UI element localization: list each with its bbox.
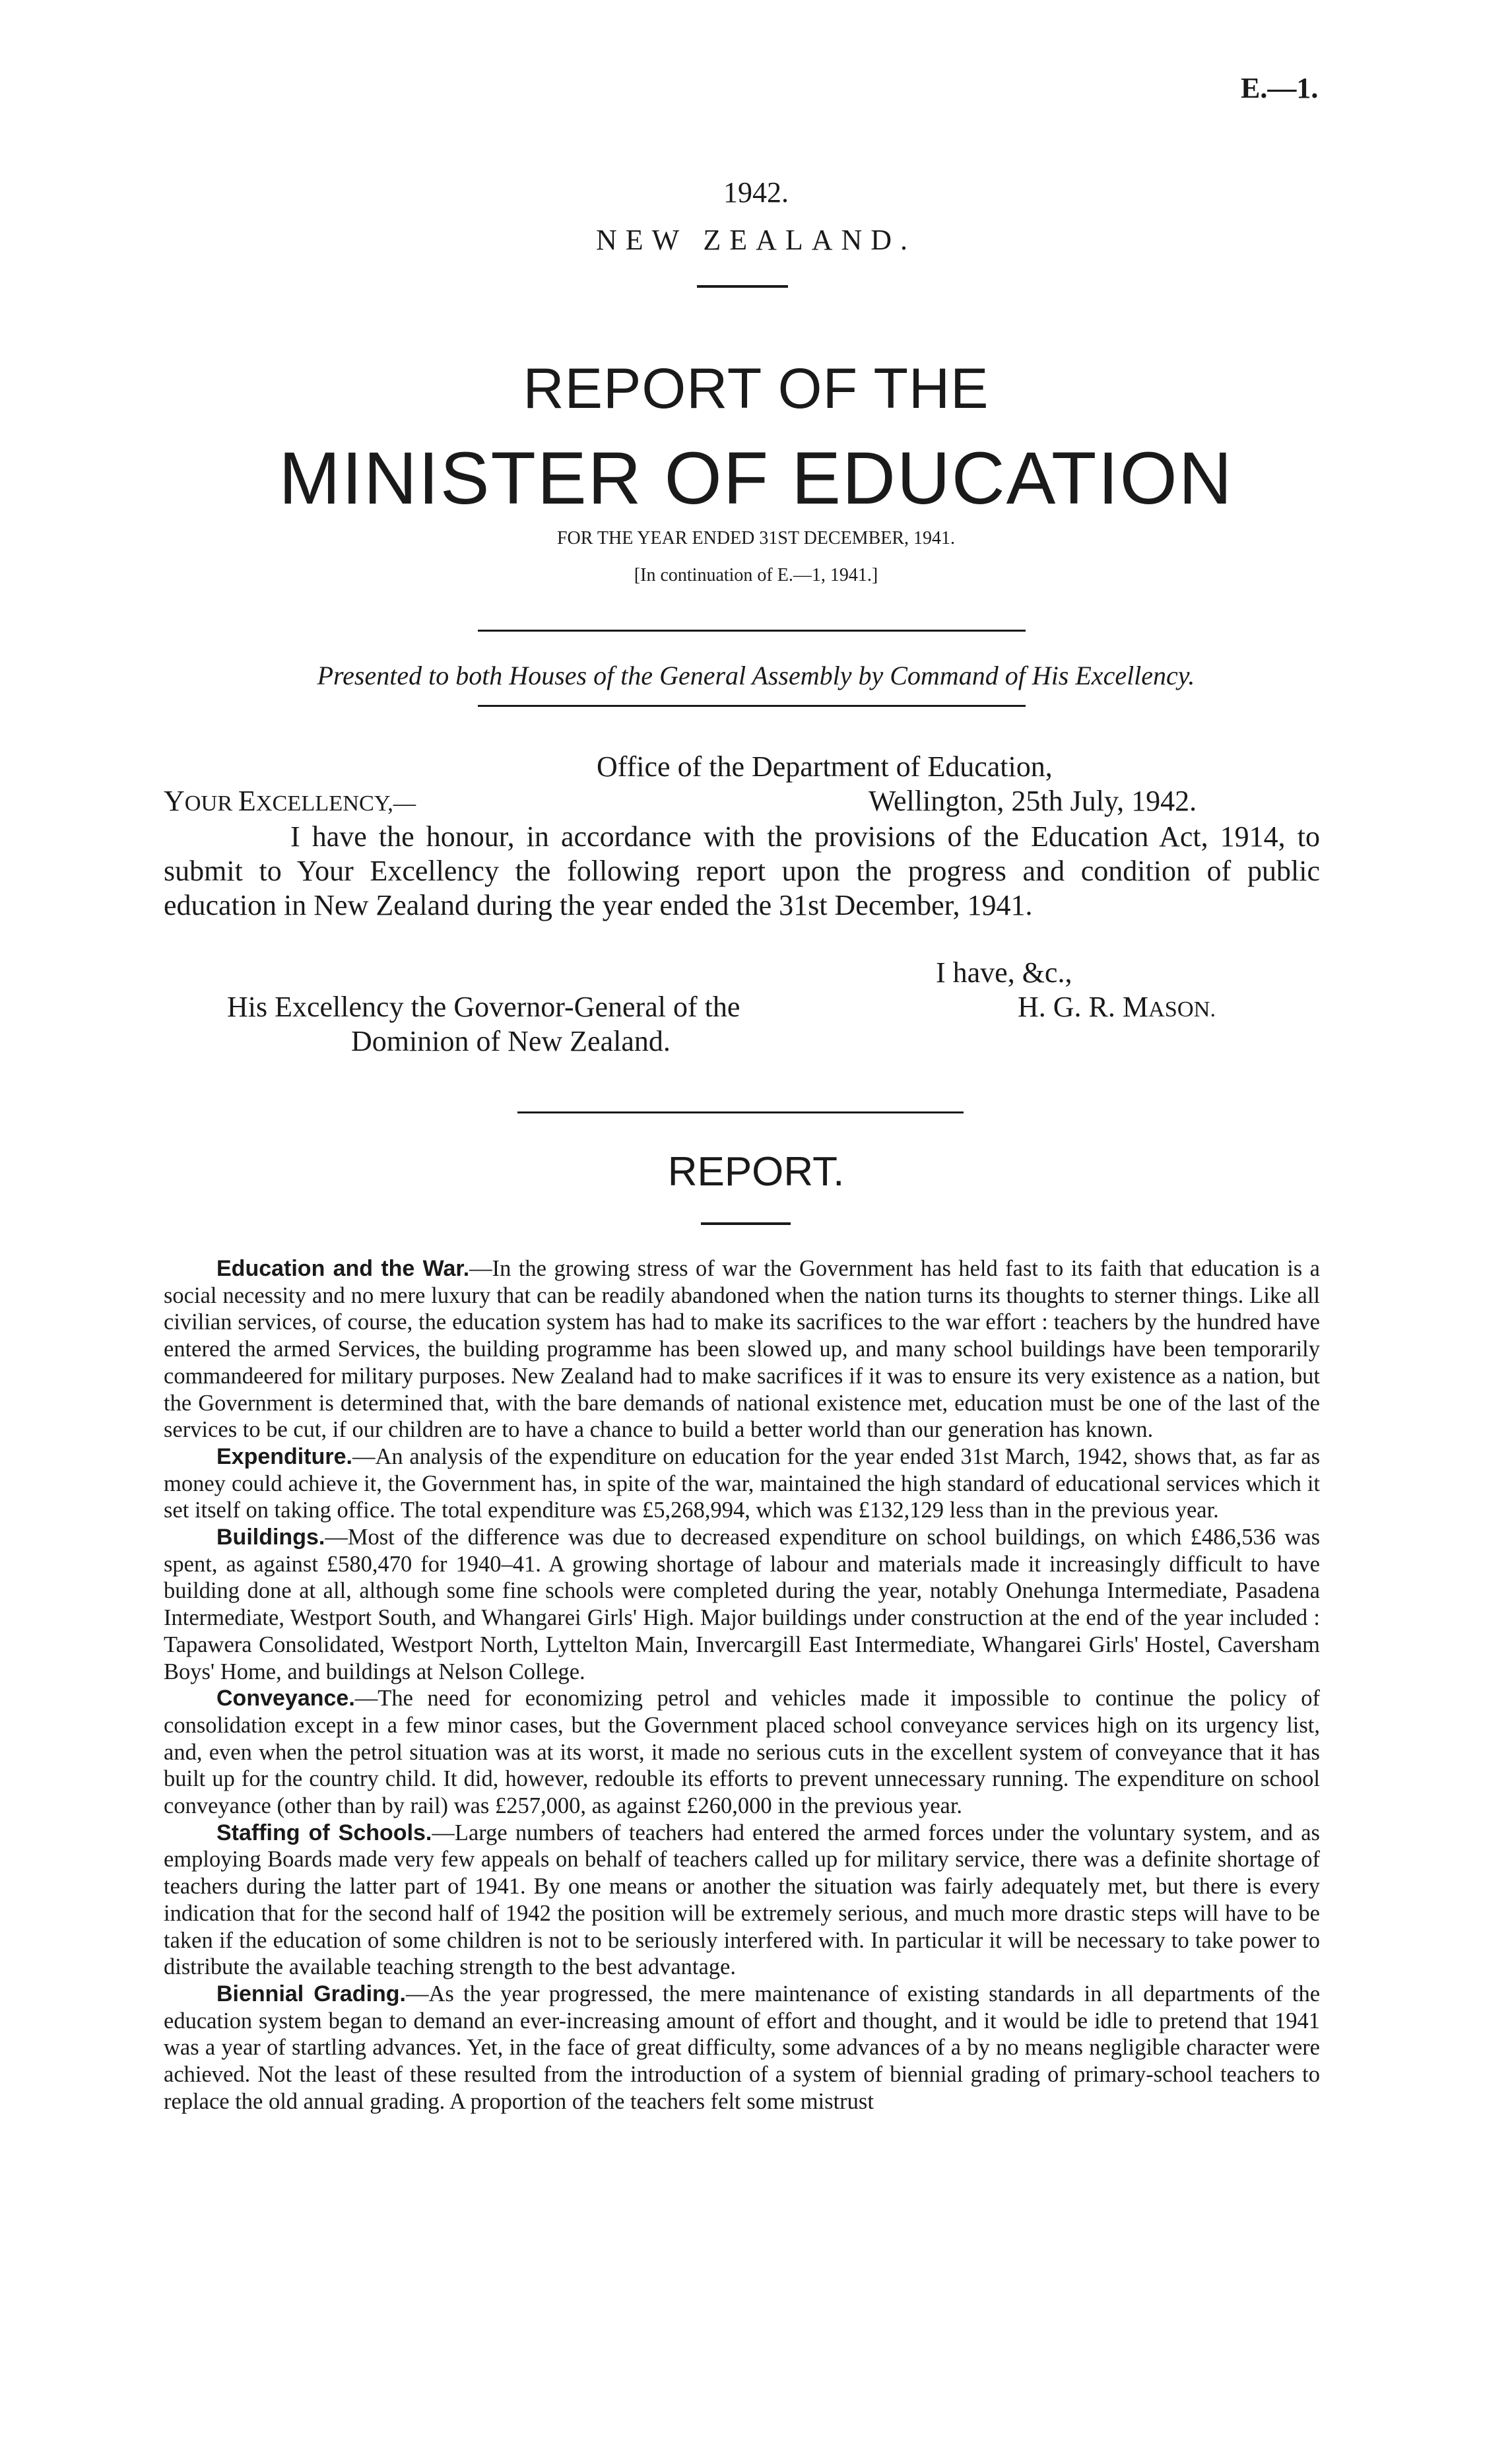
salutation-part: XCELLENCY,— [255,791,416,816]
divider [517,1111,964,1113]
paragraph-heading: Conveyance. [216,1686,355,1711]
page-identifier: E.—1. [1241,72,1319,104]
letter-closing: I have, &c., [936,956,1072,989]
divider [478,630,1026,632]
signature-part: H. G. R. M [1018,991,1149,1023]
paragraph-text: —Large numbers of teachers had entered the armed forces under the voluntary system, and as employing Boards made very few appeals on behalf of teachers called up for military service, there was a definite shortage of teachers during the latter part of 1941. By one means or another the situation was fairly adequately met, but there is every indication that for the second half of 1942 the position will be extremely serious, and much more drastic steps will have to be taken if the education of some children is not to be seriously interfered with. In particular it will be necessary to take power to distribute the available teaching strength to the best advantage. [164,1820,1320,1980]
year: 1942. [723,176,789,209]
salutation-part: Y [164,785,185,817]
addressee-line-1: His Excellency the Governor-General of the [227,991,740,1023]
report-paragraph [164,1524,1320,1685]
paragraph-heading: Buildings. [216,1525,325,1550]
paragraph-text: —As the year progressed, the mere maintenance of existing standards in all departments of the education system began to demand an ever-increasing amount of effort and thought, and it would be idle to pretend that 1941 was a year of startling advances. Yet, in the face of great difficulty, some advances of a by no means negligible character were achieved. Not the least of these resulted from the introduction of a system of biennial grading of primary-school teachers to replace the old annual grading. A proportion of the teachers felt some mistrust [164,1981,1321,2114]
report-paragraph [164,1255,1320,1443]
paragraph-text: —Most of the difference was due to decreased expenditure on school buildings, on which £486,536 was spent, as against £580,470 for 1940–41. A growing shortage of labour and materials made it increasingly difficult to have building done at all, although some fine schools were completed during the year, notably Onehunga Intermediate, Pasadena Intermediate, Westport South, and Whangarei Girls' High. Major buildings under construction at the end of the year included : Tapawera Consolidated, Westport North, Lyttelton Main, Invercargill East Intermediate, Whangarei Girls' Hostel, Caversham Boys' Home, and buildings at Nelson College. [164,1525,1320,1684]
continuation-note: [In continuation of E.—1, 1941.] [634,565,878,585]
title-line-2: MINISTER OF EDUCATION [279,437,1233,519]
report-paragraph [164,1685,1320,1820]
presentation-statement: Presented to both Houses of the General Assembly by Command of His Excellency. [317,661,1195,690]
letter-body: I have the honour, in accordance with the provisions of the Education Act, 1914, to submit to Your Excellency the following report upon the progress and condition of public education in New Zealand during the year ended the 31st December, 1941. [164,820,1320,921]
divider [478,705,1026,707]
letter-place-date: Wellington, 25th July, 1942. [869,785,1197,817]
paragraph-text: —The need for economizing petrol and vehicles made it impossible to continue the policy of consolidation except in a few minor cases, but the Government placed school conveyance services high on its urgency list, and, even when the petrol situation was at its worst, it made no serious cuts in the excellent system of conveyance that it has built up for the country child. It did, however, redouble its efforts to prevent unnecessary running. The expenditure on school conveyance (other than by rail) was £257,000, as against £260,000 in the previous year. [164,1686,1320,1819]
country-heading: NEW ZEALAND. [595,224,917,256]
letter-office: Office of the Department of Education, [597,750,1053,783]
report-paragraph [164,1443,1320,1524]
paragraph-heading: Biennial Grading. [216,1981,407,2006]
signature-part: ASON. [1148,997,1216,1022]
signature [1018,990,1216,1024]
divider [701,1222,791,1225]
paragraph-heading: Education and the War. [216,1256,470,1281]
report-body [164,1255,1320,2115]
report-heading: REPORT. [667,1149,845,1195]
salutation-part: OUR [184,791,238,816]
salutation-part: E [238,785,256,817]
paragraph-heading: Expenditure. [216,1443,352,1469]
salutation [164,784,416,818]
paragraph-heading: Staffing of Schools. [216,1820,432,1845]
report-subtitle: FOR THE YEAR ENDED 31ST DECEMBER, 1941. [556,528,956,548]
divider [697,285,788,288]
report-paragraph [164,1981,1320,2115]
title-line-1: REPORT OF THE [523,357,989,420]
addressee-line-2: Dominion of New Zealand. [351,1025,671,1057]
paragraph-text: —In the growing stress of war the Government has held fast to its faith that education is a social necessity and no mere luxury that can be readily abandoned when the nation turns its thoughts to sterner things. Like all civilian services, of course, the education system has had to make its sacrifices to the war effort : teachers by the hundred have entered the armed Services, the building programme has been slowed up, and many school buildings have been temporarily commandeered for military purposes. New Zealand had to make sacrifices if it was to ensure its very existence as a nation, but the Government is determined that, with the bare demands of national existence met, education must be one of the last of the services to be cut, if our children are to have a chance to build a better world than our generation has known. [164,1256,1320,1443]
report-paragraph [164,1820,1320,1981]
paragraph-text: —An analysis of the expenditure on education for the year ended 31st March, 1942, shows that, as far as money could achieve it, the Government has, in spite of the war, maintained the high standard of educational services which it set itself on taking office. The total expenditure was £5,268,994, which was £132,129 less than in the previous year. [164,1443,1320,1523]
